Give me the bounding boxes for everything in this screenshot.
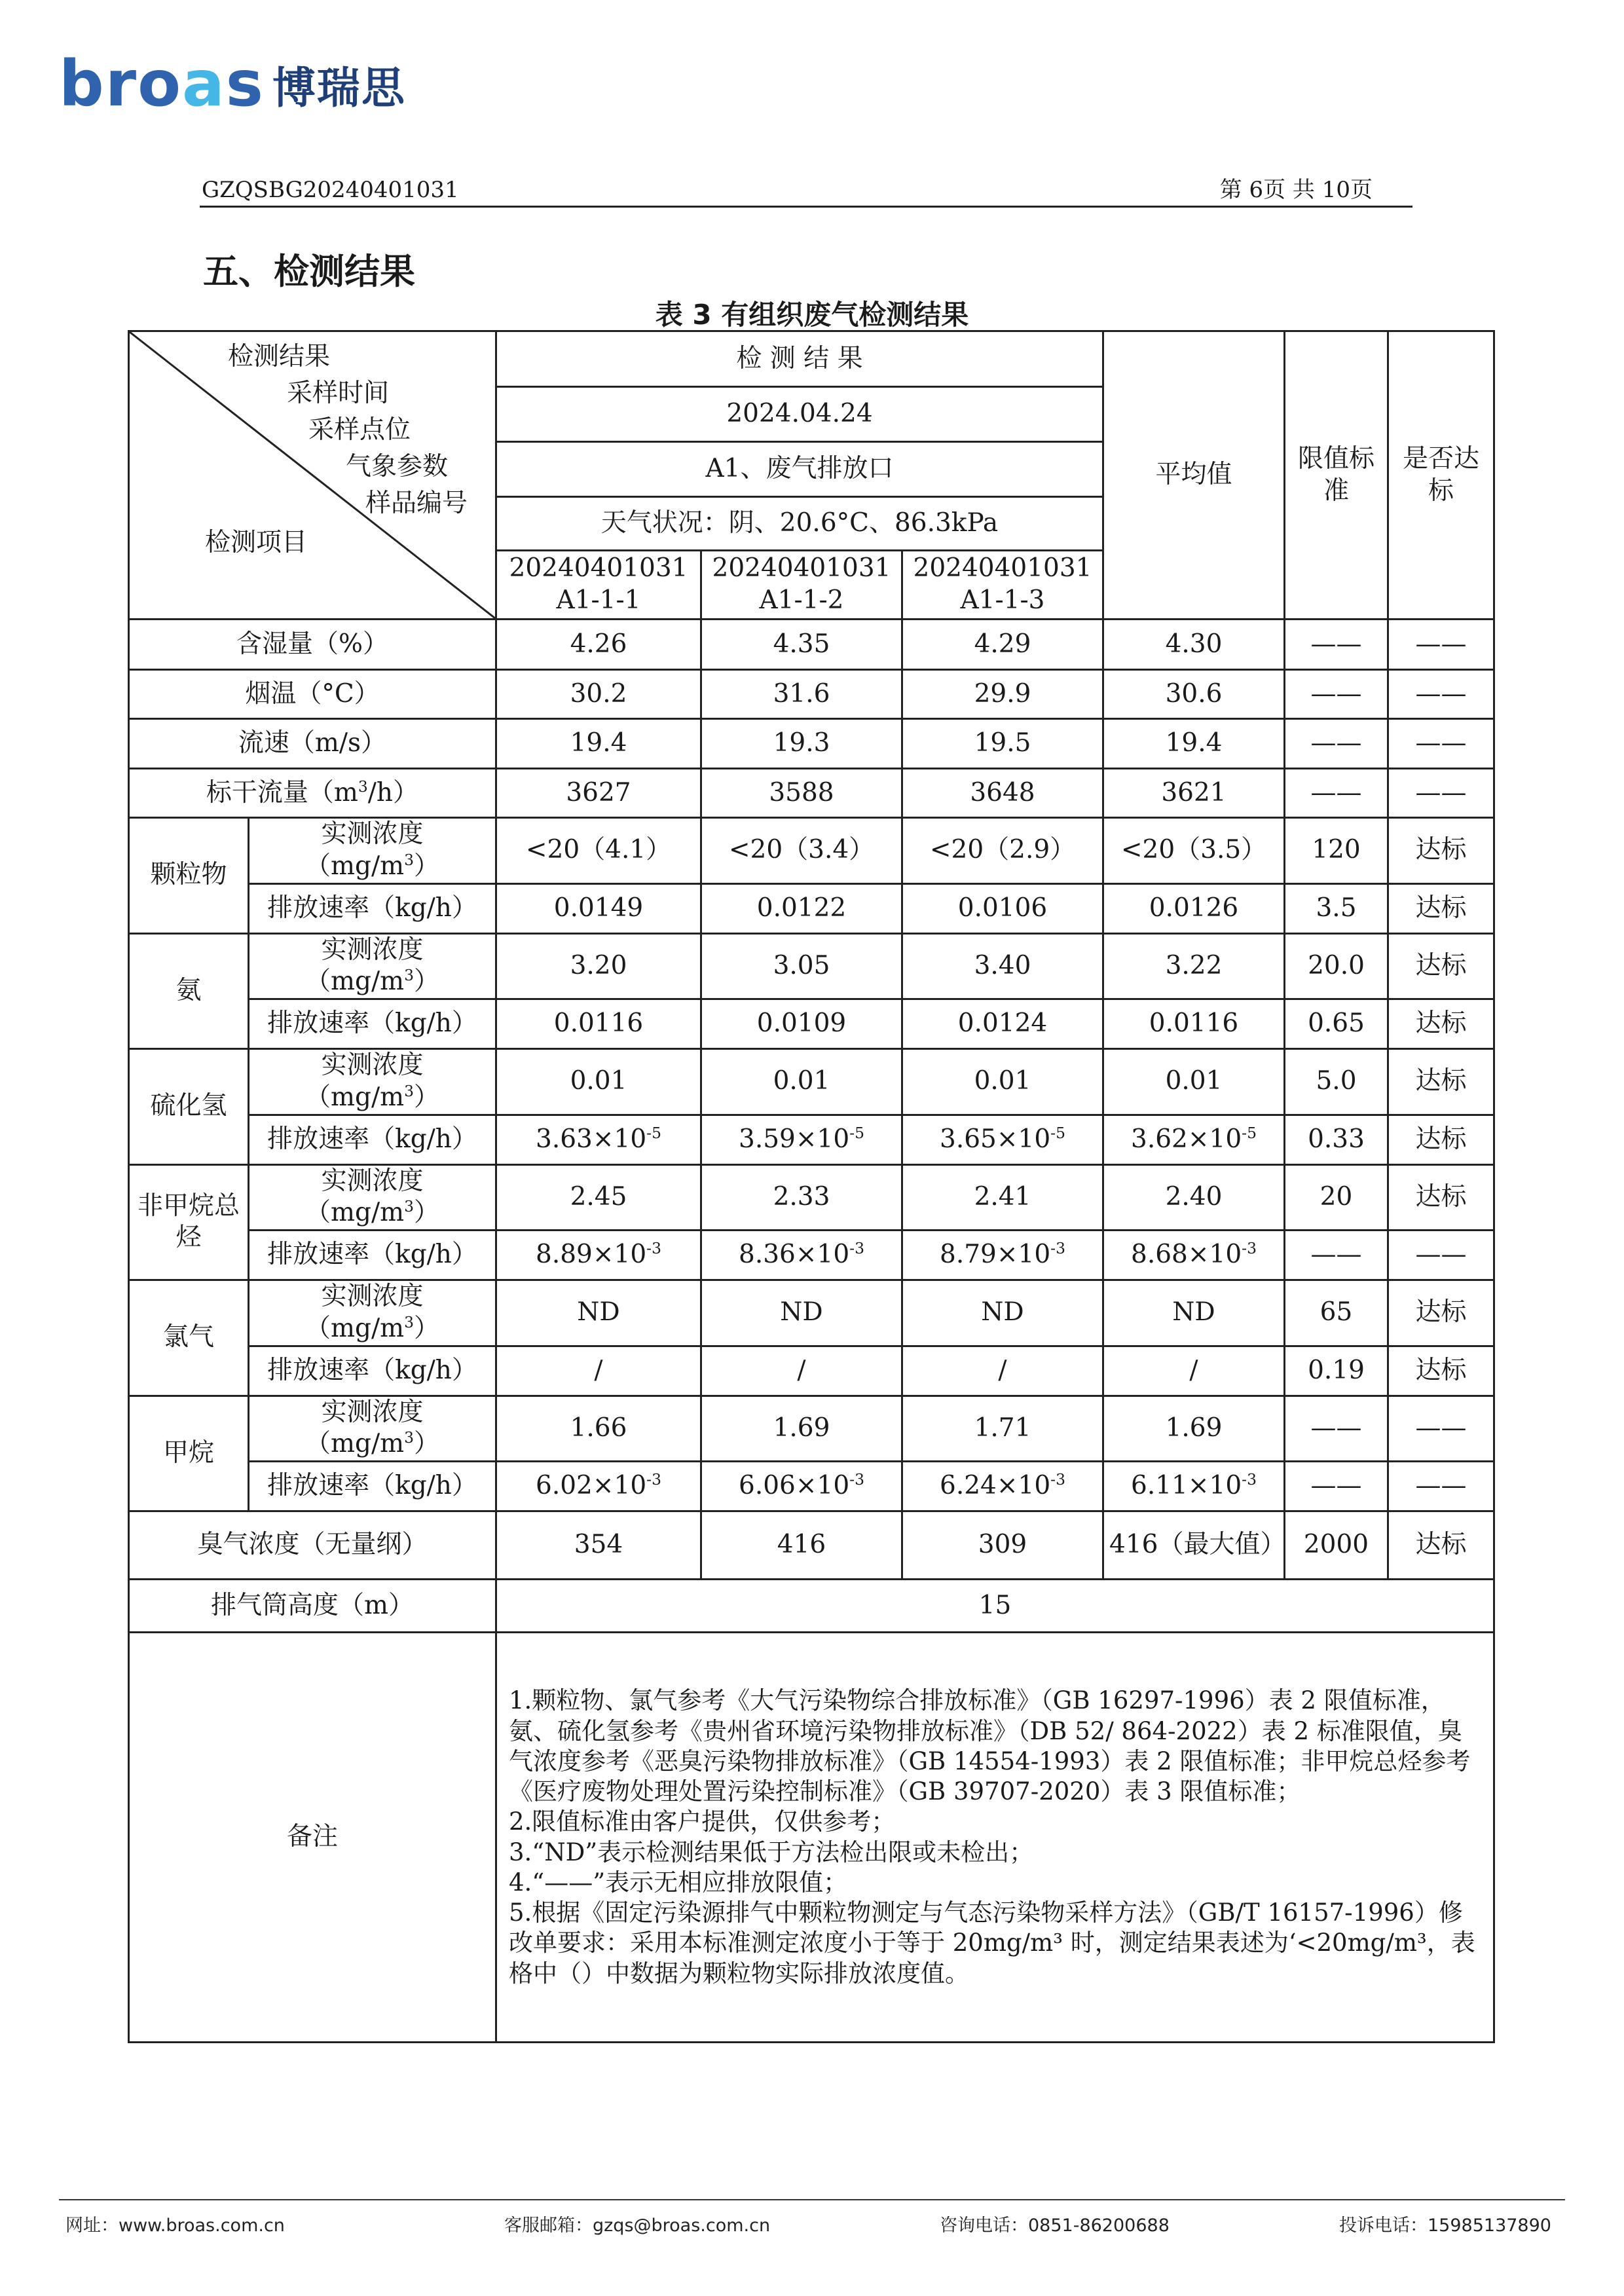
- cell-v3: $8.79\times 10^{-3}$: [902, 1231, 1103, 1280]
- cell-v1: $8.89\times 10^{-3}$: [496, 1231, 701, 1280]
- section-title: 五、检测结果: [203, 251, 415, 292]
- logo-chinese-name: 博瑞思: [272, 62, 406, 113]
- cell-avg: 2.40: [1103, 1164, 1285, 1231]
- cell-ok: ——: [1388, 620, 1494, 670]
- cell-limit: 65: [1285, 1280, 1388, 1346]
- cell-v3: 1.71: [902, 1396, 1103, 1462]
- sampling-point: A1、废气排放口: [496, 442, 1103, 497]
- result-header: 检 测 结 果: [496, 331, 1103, 387]
- cell-ok: 达标: [1388, 1049, 1494, 1115]
- header-divider: [200, 206, 1412, 208]
- cell-limit: ——: [1285, 1462, 1388, 1511]
- cell-v2: $3.59\times 10^{-5}$: [701, 1115, 902, 1164]
- cell-avg: 3621: [1103, 769, 1285, 818]
- cell-v2: $6.06\times 10^{-3}$: [701, 1462, 902, 1511]
- param-label: 实测浓度$(mg/m^3)$: [249, 933, 496, 999]
- cell-avg: 1.69: [1103, 1396, 1285, 1462]
- table-row: [129, 1115, 1494, 1164]
- cell-avg: 0.0116: [1103, 999, 1285, 1049]
- cell-avg: <20（3.5）: [1103, 818, 1285, 884]
- cell-limit: ——: [1285, 769, 1388, 818]
- table-row: [129, 1164, 1494, 1231]
- cell-v1: 0.01: [496, 1049, 701, 1115]
- cell-v2: /: [701, 1346, 902, 1396]
- cell-avg: $6.11\times 10^{-3}$: [1103, 1462, 1285, 1511]
- group-name: 甲烷: [129, 1396, 249, 1511]
- diag-label-point: 采样点位: [308, 415, 411, 445]
- note-1: 1.颗粒物、氯气参考《大气污染物综合排放标准》（GB 16297-1996）表 2 限值标准，氨、硫化氢参考《贵州省环境污染物排放标准》（DB 52/ 864-2022）表 2 标准限值，臭气浓度参考《恶臭污染物排放标准》（GB 14554-1993）表 2 限值标准；非甲烷总烃参考《医疗废物处理处置污染控制标准》（GB 39707-2020）表 3 限值标准；: [509, 1686, 1471, 1805]
- cell-ok: 达标: [1388, 1164, 1494, 1231]
- cell-v2: 1.69: [701, 1396, 902, 1462]
- table-row: [129, 1049, 1494, 1115]
- table-row: [129, 818, 1494, 884]
- cell-v2: 2.33: [701, 1164, 902, 1231]
- cell-limit: ——: [1285, 670, 1388, 719]
- notes-content: [496, 1633, 1494, 2043]
- group-name: 硫化氢: [129, 1049, 249, 1165]
- diag-label-sample-no: 样品编号: [365, 489, 468, 518]
- cell-v1: 4.26: [496, 620, 701, 670]
- cell-ok: ——: [1388, 670, 1494, 719]
- stack-height-row: 排气筒高度（m） 15: [129, 1580, 1494, 1633]
- note-3: 3.“ND”表示检测结果低于方法检出限或未检出；: [509, 1838, 1034, 1866]
- group-name: 氯气: [129, 1280, 249, 1396]
- cell-avg: 19.4: [1103, 719, 1285, 769]
- cell-limit: 3.5: [1285, 883, 1388, 933]
- cell-limit: 20.0: [1285, 933, 1388, 999]
- group-name: 氨: [129, 933, 249, 1049]
- cell-ok: ——: [1388, 769, 1494, 818]
- cell-v1: 30.2: [496, 670, 701, 719]
- cell-ok: 达标: [1388, 933, 1494, 999]
- sampling-date: 2024.04.24: [496, 387, 1103, 442]
- param-label: 排放速率（kg/h）: [249, 1231, 496, 1280]
- cell-avg: 0.0126: [1103, 883, 1285, 933]
- param-label: 排放速率（kg/h）: [249, 1346, 496, 1396]
- cell-v2: ND: [701, 1280, 902, 1346]
- logo-wordmark: broas: [59, 47, 265, 120]
- param-label: 实测浓度$(mg/m^3)$: [249, 818, 496, 884]
- table-row: [129, 1346, 1494, 1396]
- cell-v3: 0.0124: [902, 999, 1103, 1049]
- cell-avg: ND: [1103, 1280, 1285, 1346]
- sample-2-header: 20240401031 A1-1-2: [701, 551, 902, 620]
- param-label: 排放速率（kg/h）: [249, 999, 496, 1049]
- cell-v3: 4.29: [902, 620, 1103, 670]
- cell-limit: ——: [1285, 1396, 1388, 1462]
- diag-label-result: 检测结果: [228, 342, 331, 371]
- param-label: 实测浓度$(mg/m^3)$: [249, 1049, 496, 1115]
- group-name: 颗粒物: [129, 818, 249, 934]
- table-row: [129, 670, 1494, 719]
- notes-row: [129, 1633, 1494, 2043]
- table-row: [129, 1396, 1494, 1462]
- diagonal-header-cell: [129, 331, 496, 620]
- cell-v2: 31.6: [701, 670, 902, 719]
- average-header: 平均值: [1103, 331, 1285, 620]
- cell-v2: 3.05: [701, 933, 902, 999]
- cell-v2: 4.35: [701, 620, 902, 670]
- table-row: [129, 933, 1494, 999]
- param-label: 实测浓度$(mg/m^3)$: [249, 1164, 496, 1231]
- footer-email: 客服邮箱：gzqs@broas.com.cn: [504, 2215, 771, 2236]
- cell-v3: $6.24\times 10^{-3}$: [902, 1462, 1103, 1511]
- param-label: 实测浓度$(mg/m^3)$: [249, 1280, 496, 1346]
- cell-v3: 3648: [902, 769, 1103, 818]
- cell-v3: <20（2.9）: [902, 818, 1103, 884]
- cell-v2: <20（3.4）: [701, 818, 902, 884]
- cell-ok: 达标: [1388, 1280, 1494, 1346]
- cell-ok: ——: [1388, 1396, 1494, 1462]
- cell-avg: $3.62\times 10^{-5}$: [1103, 1115, 1285, 1164]
- cell-avg: 30.6: [1103, 670, 1285, 719]
- diag-label-time: 采样时间: [287, 379, 390, 408]
- footer-website: 网址：www.broas.com.cn: [65, 2215, 285, 2236]
- cell-v3: 3.40: [902, 933, 1103, 999]
- cell-v2: 19.3: [701, 719, 902, 769]
- param-label: 实测浓度$(mg/m^3)$: [249, 1396, 496, 1462]
- cell-ok: 达标: [1388, 883, 1494, 933]
- cell-ok: ——: [1388, 1231, 1494, 1280]
- cell-ok: 达标: [1388, 818, 1494, 884]
- table-row: [129, 719, 1494, 769]
- table-row: [129, 620, 1494, 670]
- odor-row: 臭气浓度（无量纲） 354 416 309 416（最大值） 2000 达标: [129, 1511, 1494, 1580]
- cell-ok: ——: [1388, 1462, 1494, 1511]
- cell-limit: 120: [1285, 818, 1388, 884]
- cell-v3: ND: [902, 1280, 1103, 1346]
- cell-avg: 3.22: [1103, 933, 1285, 999]
- cell-avg: $8.68\times 10^{-3}$: [1103, 1231, 1285, 1280]
- cell-v3: 0.01: [902, 1049, 1103, 1115]
- cell-v1: $6.02\times 10^{-3}$: [496, 1462, 701, 1511]
- table-row: [129, 883, 1494, 933]
- cell-v2: 0.01: [701, 1049, 902, 1115]
- cell-v1: 1.66: [496, 1396, 701, 1462]
- cell-limit: ——: [1285, 620, 1388, 670]
- group-name: 非甲烷总烃: [129, 1164, 249, 1280]
- cell-v2: $8.36\times 10^{-3}$: [701, 1231, 902, 1280]
- table-row: [129, 1462, 1494, 1511]
- compliance-header: 是否达标: [1388, 331, 1494, 620]
- notes-label: 备注: [129, 1633, 496, 2043]
- cell-avg: 4.30: [1103, 620, 1285, 670]
- row-label: 含湿量（%）: [129, 620, 496, 670]
- cell-ok: 达标: [1388, 1115, 1494, 1164]
- row-label: 流速（m/s）: [129, 719, 496, 769]
- cell-limit: 5.0: [1285, 1049, 1388, 1115]
- cell-v1: /: [496, 1346, 701, 1396]
- note-4: 4.“——”表示无相应排放限值；: [509, 1868, 848, 1897]
- diag-label-weather: 气象参数: [346, 452, 449, 481]
- cell-v1: 19.4: [496, 719, 701, 769]
- cell-v3: $3.65\times 10^{-5}$: [902, 1115, 1103, 1164]
- cell-v2: 0.0109: [701, 999, 902, 1049]
- cell-v3: 19.5: [902, 719, 1103, 769]
- cell-v1: 2.45: [496, 1164, 701, 1231]
- table-row: [129, 999, 1494, 1049]
- cell-v2: 0.0122: [701, 883, 902, 933]
- cell-v3: /: [902, 1346, 1103, 1396]
- diag-label-item: 检测项目: [205, 528, 308, 557]
- table-row: [129, 769, 1494, 818]
- row-label: 标干流量$(m^3/h)$: [129, 769, 496, 818]
- cell-v1: 0.0116: [496, 999, 701, 1049]
- cell-v1: 3627: [496, 769, 701, 818]
- cell-limit: 20: [1285, 1164, 1388, 1231]
- row-label: 烟温（°C）: [129, 670, 496, 719]
- cell-limit: ——: [1285, 719, 1388, 769]
- weather-conditions: 天气状况：阴、20.6°C、86.3kPa: [496, 497, 1103, 551]
- note-5: 5.根据《固定污染源排气中颗粒物测定与气态污染物采样方法》（GB/T 16157-1996）修改单要求：采用本标准测定浓度小于等于 20mg/m³ 时，测定结果表述为‘<20mg/m³，表格中（）中数据为颗粒物实际排放浓度值。: [509, 1898, 1475, 1988]
- results-table: [128, 330, 1495, 2043]
- cell-ok: 达标: [1388, 999, 1494, 1049]
- limit-header: 限值标准: [1285, 331, 1388, 620]
- sample-3-header: 20240401031 A1-1-3: [902, 551, 1103, 620]
- cell-v2: 3588: [701, 769, 902, 818]
- cell-avg: /: [1103, 1346, 1285, 1396]
- param-label: 排放速率（kg/h）: [249, 1115, 496, 1164]
- cell-limit: 0.19: [1285, 1346, 1388, 1396]
- param-label: 排放速率（kg/h）: [249, 883, 496, 933]
- cell-ok: 达标: [1388, 1346, 1494, 1396]
- cell-v1: <20（4.1）: [496, 818, 701, 884]
- cell-v1: 3.20: [496, 933, 701, 999]
- footer-consult-phone: 咨询电话：0851-86200688: [940, 2215, 1170, 2236]
- note-2: 2.限值标准由客户提供，仅供参考；: [509, 1807, 896, 1836]
- company-logo: [59, 47, 406, 120]
- cell-v1: $3.63\times 10^{-5}$: [496, 1115, 701, 1164]
- cell-v1: 0.0149: [496, 883, 701, 933]
- cell-ok: ——: [1388, 719, 1494, 769]
- cell-v1: ND: [496, 1280, 701, 1346]
- cell-v3: 0.0106: [902, 883, 1103, 933]
- report-number: GZQSBG20240401031: [202, 177, 459, 203]
- page-indicator: 第 6页 共 10页: [1219, 177, 1373, 203]
- footer-divider: [59, 2199, 1565, 2200]
- cell-limit: 0.65: [1285, 999, 1388, 1049]
- cell-limit: ——: [1285, 1231, 1388, 1280]
- footer-complaint-phone: 投诉电话：15985137890: [1339, 2215, 1551, 2236]
- cell-v3: 2.41: [902, 1164, 1103, 1231]
- cell-v3: 29.9: [902, 670, 1103, 719]
- param-label: 排放速率（kg/h）: [249, 1462, 496, 1511]
- cell-limit: 0.33: [1285, 1115, 1388, 1164]
- table-title: 表 3 有组织废气检测结果: [655, 299, 969, 331]
- table-row: [129, 1280, 1494, 1346]
- cell-avg: 0.01: [1103, 1049, 1285, 1115]
- table-row: [129, 1231, 1494, 1280]
- sample-1-header: 20240401031 A1-1-1: [496, 551, 701, 620]
